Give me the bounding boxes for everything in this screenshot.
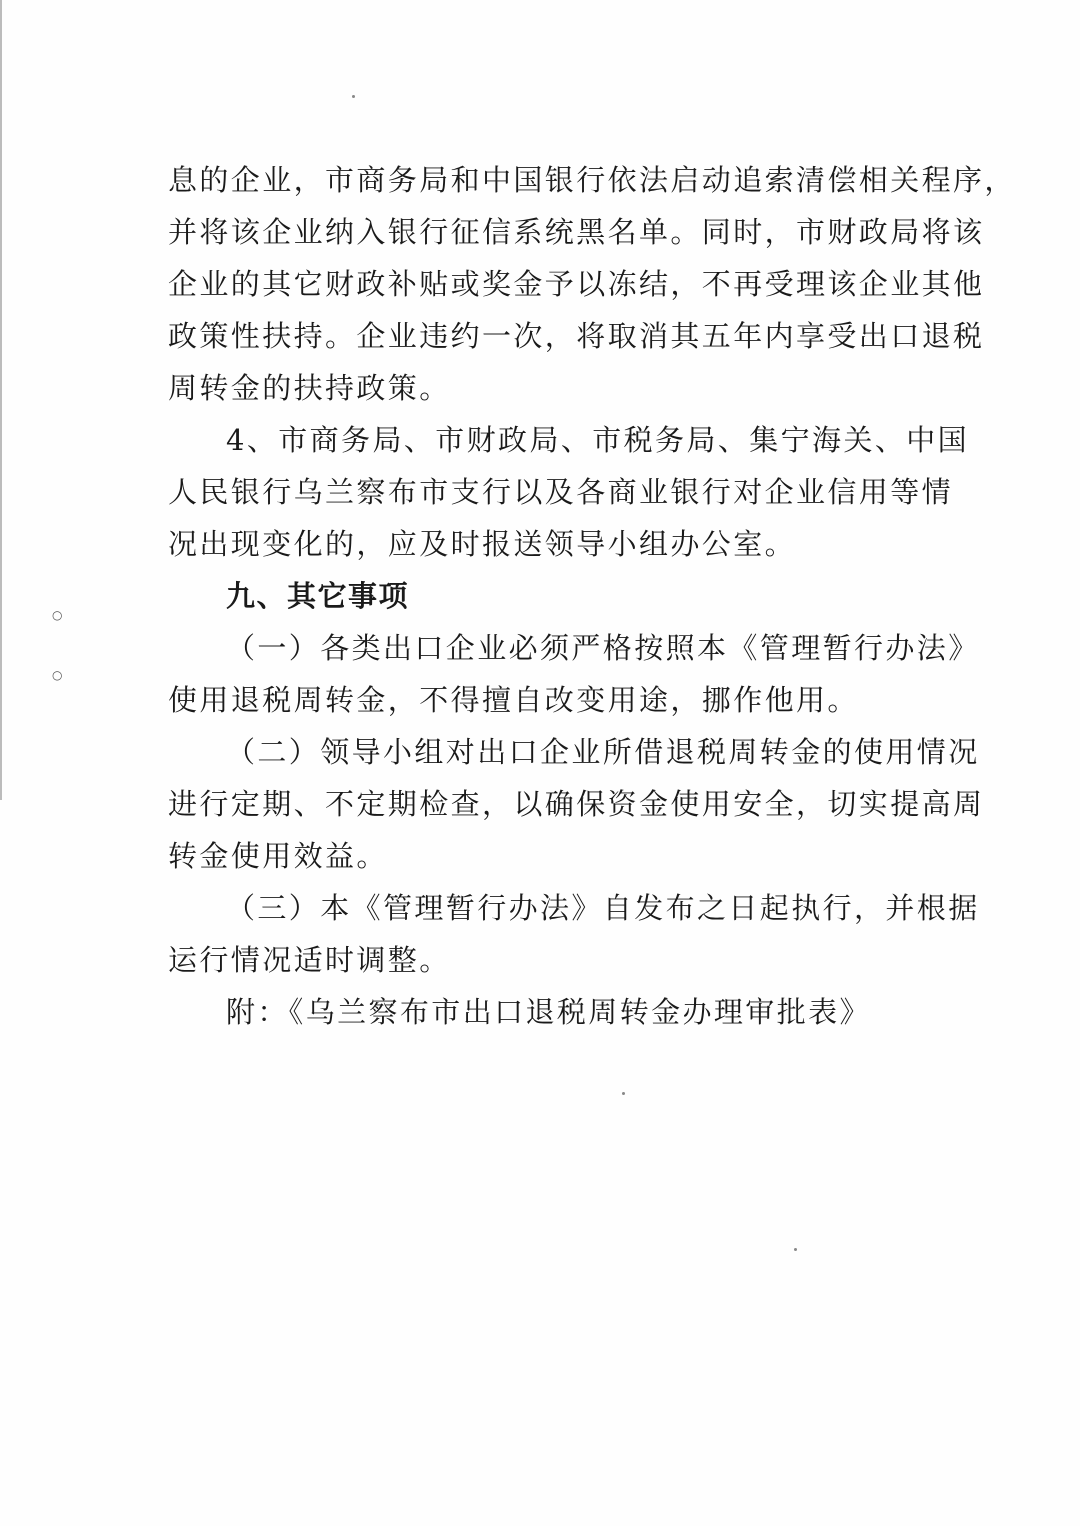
scan-speck: ○ <box>52 668 63 682</box>
text-line: 企业的其它财政补贴或奖金予以冻结，不再受理该企业其他 <box>168 267 985 301</box>
text-line: 息的企业，市商务局和中国银行依法启动追索清偿相关程序， <box>168 163 1016 197</box>
text-line: 并将该企业纳入银行征信系统黑名单。同时，市财政局将该 <box>168 215 985 249</box>
text-line: 运行情况适时调整。 <box>168 943 451 977</box>
text-line: 政策性扶持。企业违约一次，将取消其五年内享受出口退税 <box>168 319 985 353</box>
scan-speck <box>622 1092 625 1095</box>
text-line: （三）本《管理暂行办法》自发布之日起执行，并根据 <box>226 891 980 925</box>
scan-edge <box>0 0 2 800</box>
section-heading: 九、其它事项 <box>226 579 410 613</box>
text-line: （二）领导小组对出口企业所借退税周转金的使用情况 <box>226 735 980 769</box>
text-line: 转金使用效益。 <box>168 839 388 873</box>
attachment-line: 附：《乌兰察布市出口退税周转金办理审批表》 <box>226 995 871 1029</box>
scan-speck <box>352 95 355 98</box>
text-line: 进行定期、不定期检查，以确保资金使用安全，切实提高周 <box>168 787 985 821</box>
scan-speck: ○ <box>52 608 63 622</box>
text-line: 周转金的扶持政策。 <box>168 371 451 405</box>
text-line: 况出现变化的，应及时报送领导小组办公室。 <box>168 527 797 561</box>
document-body <box>168 154 1016 1038</box>
scan-speck <box>794 1248 797 1251</box>
text-line: 使用退税周转金，不得擅自改变用途，挪作他用。 <box>168 683 859 717</box>
text-line: 4、市商务局、市财政局、市税务局、集宁海关、中国 <box>226 423 970 457</box>
text-line: 人民银行乌兰察布市支行以及各商业银行对企业信用等情 <box>168 475 954 509</box>
text-line: （一）各类出口企业必须严格按照本《管理暂行办法》 <box>226 631 980 665</box>
